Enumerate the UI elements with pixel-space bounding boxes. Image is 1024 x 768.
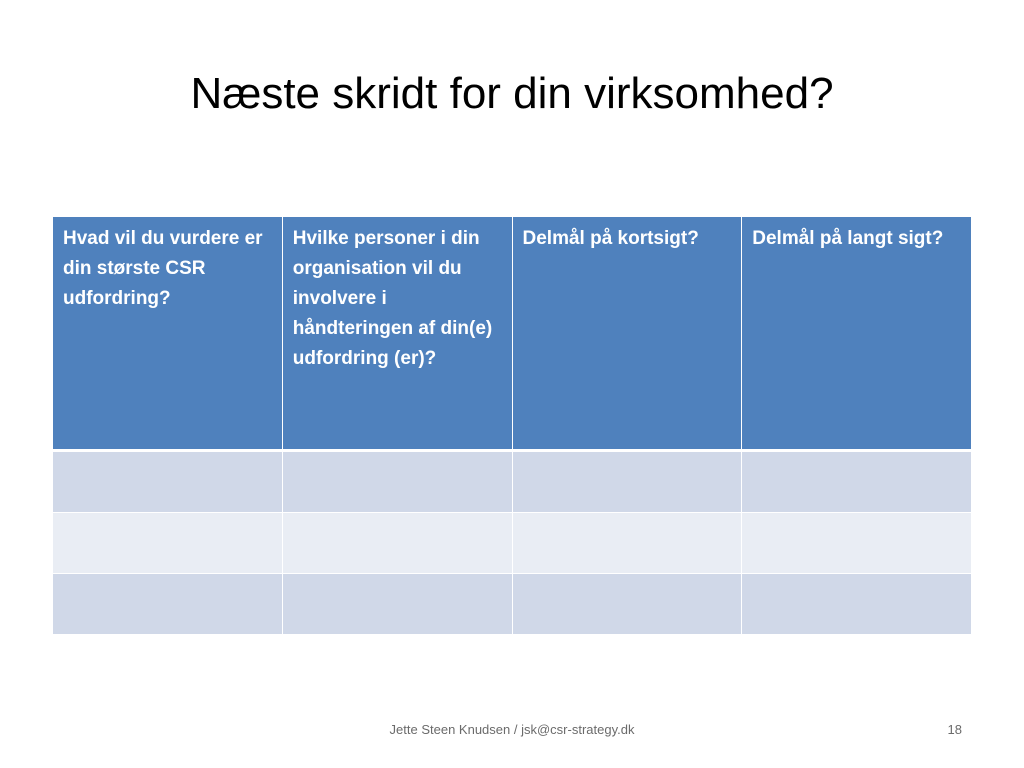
table-row <box>53 451 972 513</box>
slide-title: Næste skridt for din virksomhed? <box>190 69 834 118</box>
table-cell[interactable] <box>742 513 972 574</box>
table-cell[interactable] <box>282 574 512 635</box>
header-cell-long-term-goals: Delmål på langt sigt? <box>742 217 972 451</box>
table-row <box>53 574 972 635</box>
table-cell[interactable] <box>53 451 283 513</box>
header-cell-people: Hvilke personer i din organisation vil du involvere i håndteringen af din(e) udfordring (er)? <box>282 217 512 451</box>
table-cell[interactable] <box>53 574 283 635</box>
table-cell[interactable] <box>282 451 512 513</box>
header-cell-challenge: Hvad vil du vurdere er din største CSR udfordring? <box>53 217 283 451</box>
planning-table <box>52 216 972 635</box>
table-header-row <box>53 217 972 451</box>
table-cell[interactable] <box>282 513 512 574</box>
table-cell[interactable] <box>512 451 742 513</box>
table-cell[interactable] <box>512 513 742 574</box>
table-cell[interactable] <box>742 574 972 635</box>
table-cell[interactable] <box>53 513 283 574</box>
header-cell-short-term-goals: Delmål på kortsigt? <box>512 217 742 451</box>
slide-footer: Jette Steen Knudsen / jsk@csr-strategy.dk <box>389 722 635 737</box>
table-row <box>53 513 972 574</box>
table-cell[interactable] <box>742 451 972 513</box>
page-number: 18 <box>947 722 962 737</box>
table-cell[interactable] <box>512 574 742 635</box>
